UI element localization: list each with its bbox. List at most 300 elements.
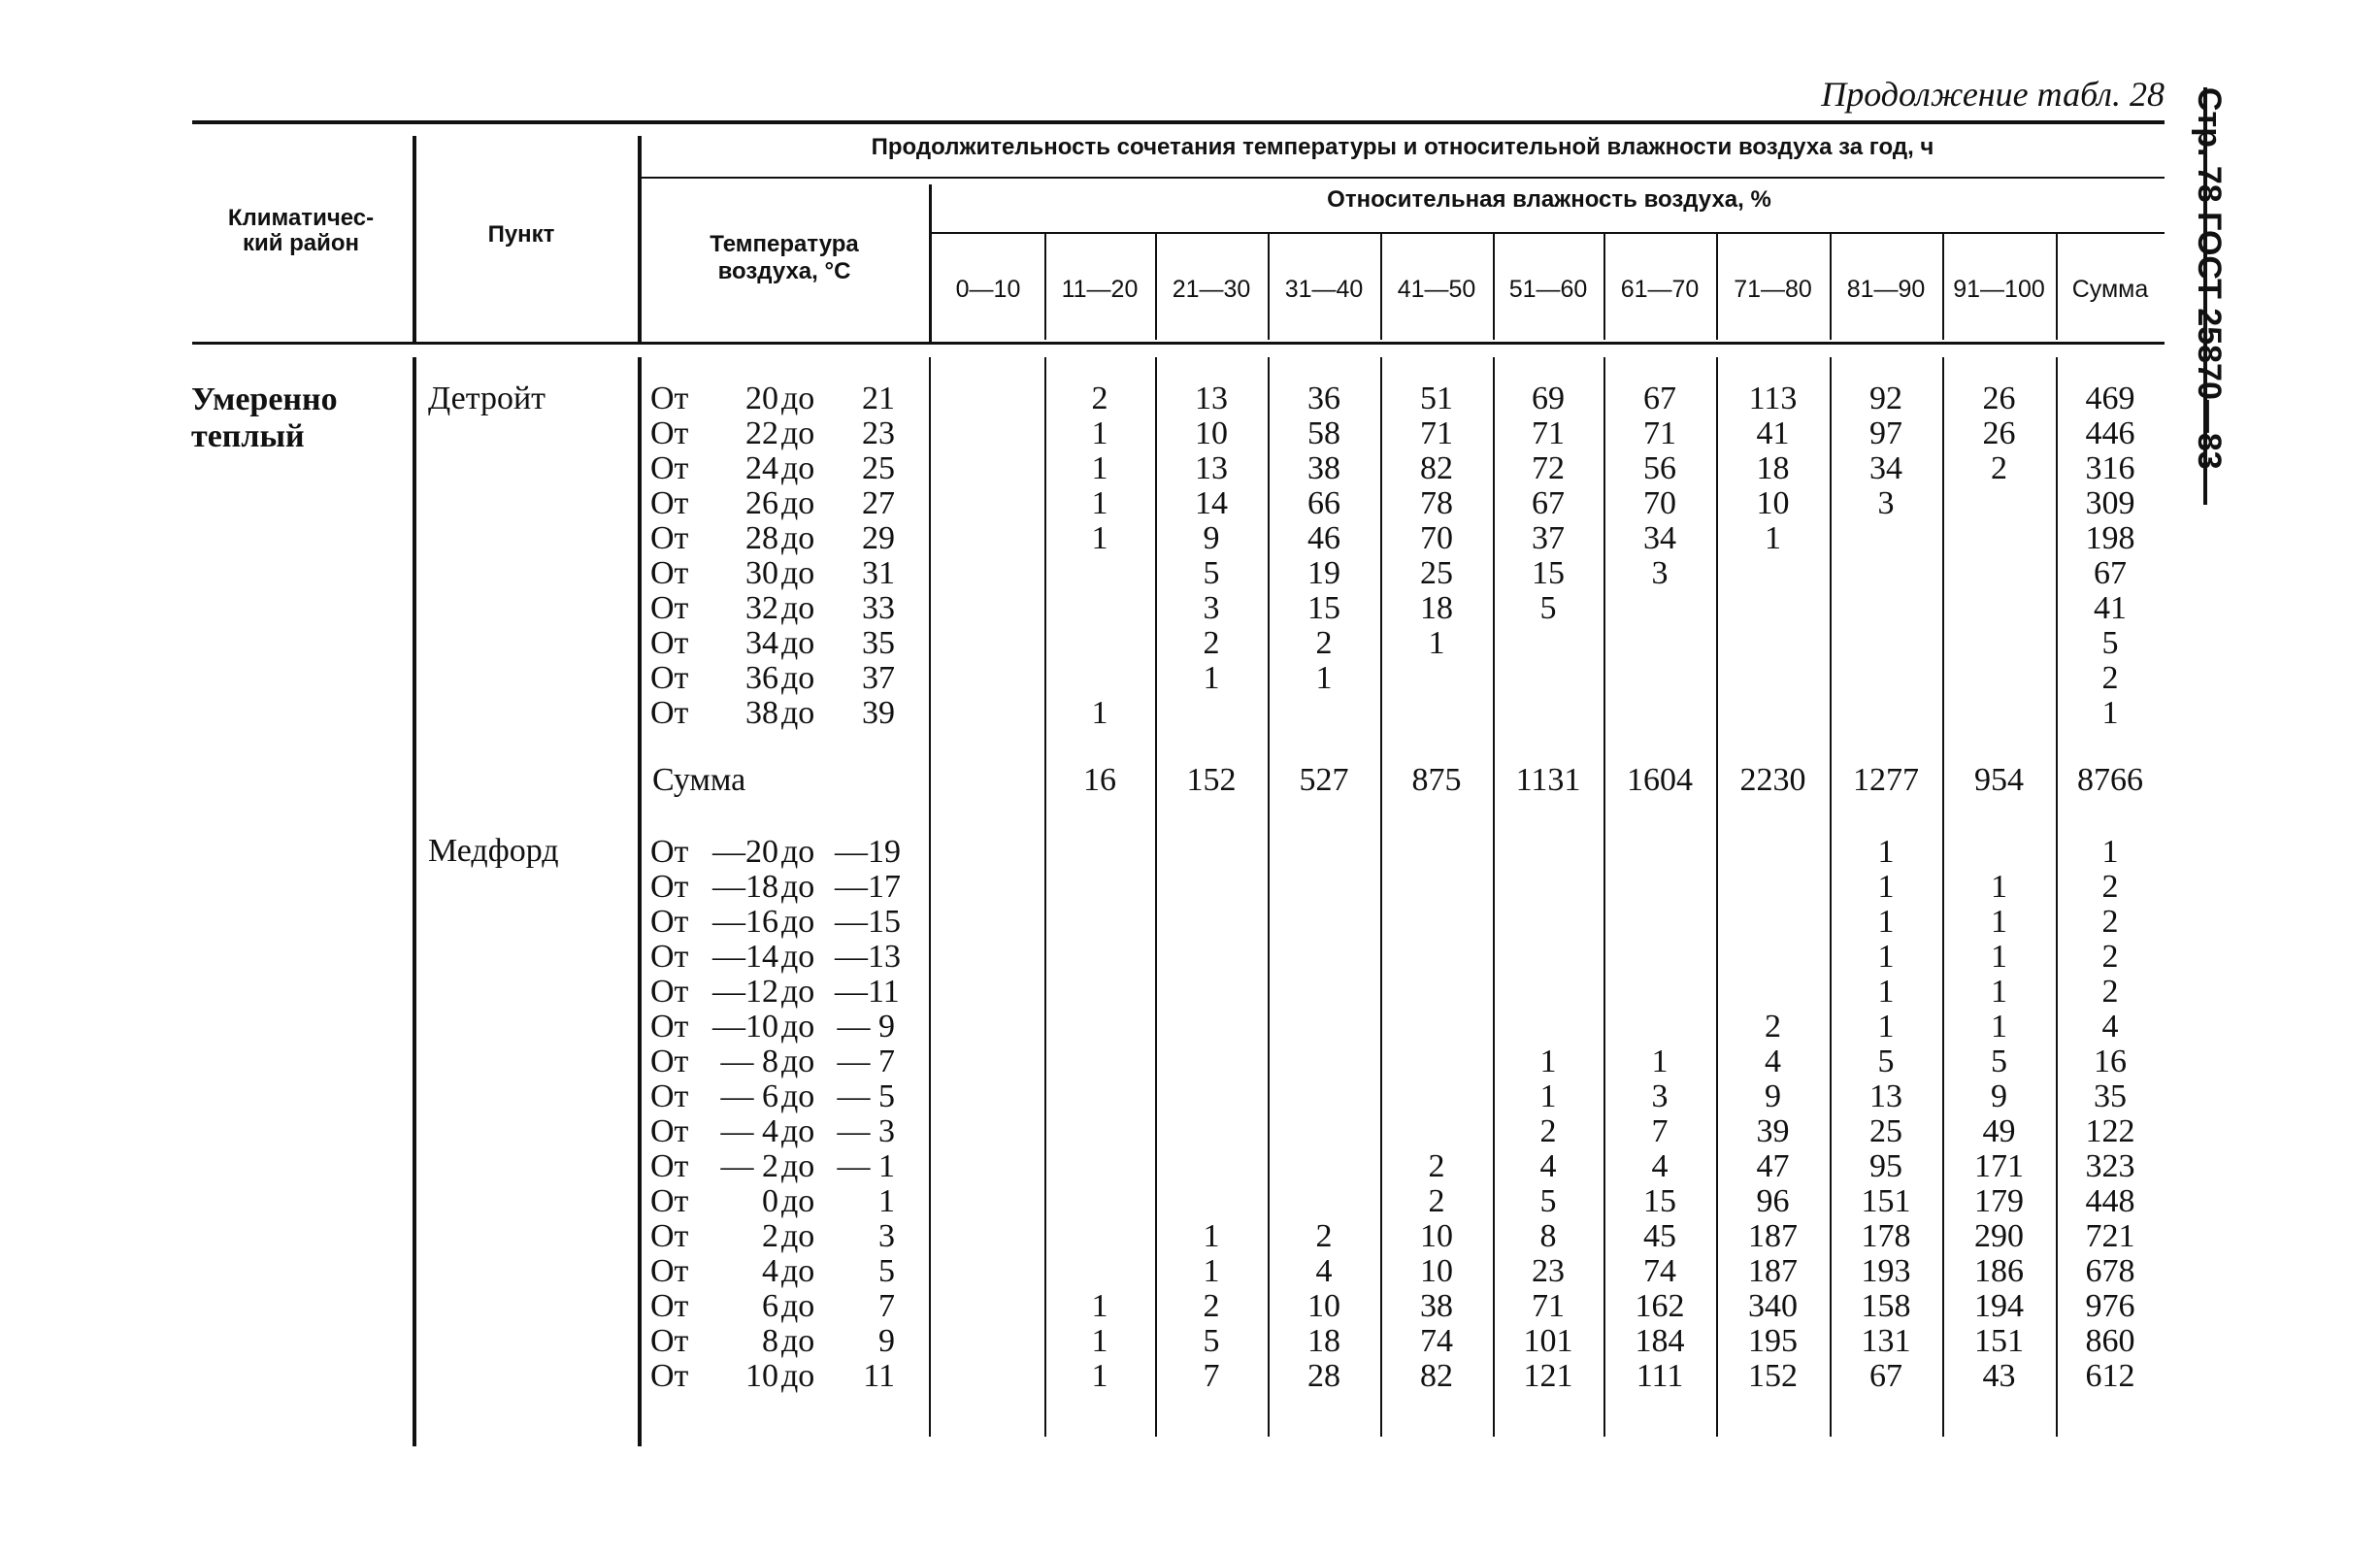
- cell-value: 1: [1877, 904, 1895, 940]
- cell-value: 612: [2085, 1358, 2135, 1394]
- temp-to: 5: [878, 1253, 895, 1289]
- temp-from-word: От: [650, 974, 689, 1010]
- cell-value: 1: [2101, 834, 2119, 870]
- cell-value: 721: [2085, 1218, 2135, 1254]
- cell-value: 5: [2101, 625, 2119, 661]
- table-row: [0, 1254, 2380, 1289]
- cell-value: 171: [1974, 1148, 2024, 1184]
- cell-value: 2: [1315, 1218, 1333, 1254]
- temp-to: 1: [878, 1183, 895, 1219]
- cell-value: 1: [1991, 1009, 2007, 1044]
- vertical-rule: [1380, 233, 1382, 340]
- temp-from-word: От: [650, 660, 689, 696]
- cell-value: 67: [1532, 485, 1565, 521]
- temp-from: 32: [745, 590, 778, 626]
- cell-value: 446: [2085, 415, 2135, 451]
- cell-value: 1: [1991, 904, 2007, 940]
- temp-from-word: От: [650, 1218, 689, 1254]
- cell-value: 70: [1643, 485, 1676, 521]
- temp-from: 20: [745, 381, 778, 416]
- cell-value: 71: [1532, 415, 1565, 451]
- table-row: [0, 451, 2380, 486]
- horizontal-rule: [192, 120, 2165, 124]
- vertical-rule: [1830, 233, 1832, 340]
- table-row: [0, 486, 2380, 521]
- temp-to-word: до: [781, 695, 815, 731]
- temp-from: 26: [745, 485, 778, 521]
- header-region-line: кий район: [242, 230, 360, 256]
- cell-value: 78: [1420, 485, 1453, 521]
- cell-value: 1: [1539, 1044, 1557, 1079]
- cell-value: 46: [1307, 520, 1340, 556]
- cell-value: 82: [1420, 450, 1453, 486]
- cell-value: 71: [1420, 415, 1453, 451]
- temp-from-word: От: [650, 1253, 689, 1289]
- vertical-rule: [1603, 233, 1605, 340]
- vertical-rule: [1268, 233, 1270, 340]
- cell-value: 71: [1532, 1288, 1565, 1324]
- cell-value: 4: [1539, 1148, 1557, 1184]
- temp-from: 28: [745, 520, 778, 556]
- cell-value: 198: [2085, 520, 2135, 556]
- table-row: [0, 696, 2380, 731]
- vertical-rule: [1942, 233, 1944, 340]
- cell-value: 2: [2101, 869, 2119, 905]
- cell-value: 4: [1315, 1253, 1333, 1289]
- temp-to: 37: [862, 660, 895, 696]
- cell-value: 67: [1869, 1358, 1902, 1394]
- cell-value: 152: [1748, 1358, 1798, 1394]
- table-row: [0, 1359, 2380, 1394]
- cell-value: 1: [1091, 1323, 1108, 1359]
- header-temperature-line: Температура: [710, 231, 859, 257]
- temp-to: 11: [863, 1358, 895, 1394]
- continuation-label: Продолжение табл. 28: [1821, 75, 2165, 114]
- temp-from: —20: [712, 834, 778, 870]
- cell-value: 4: [2101, 1009, 2119, 1044]
- cell-value: 1: [1765, 520, 1781, 556]
- temp-to: 21: [862, 381, 895, 416]
- cell-value: 15: [1532, 555, 1565, 591]
- cell-value: 25: [1869, 1113, 1902, 1149]
- cell-value: 49: [1982, 1113, 2016, 1149]
- horizontal-rule: [641, 177, 2165, 179]
- vertical-rule: [2056, 233, 2058, 340]
- cell-value: 187: [1748, 1218, 1798, 1254]
- sum-value: 8766: [2077, 762, 2143, 798]
- column-header: 91—100: [1953, 276, 2045, 303]
- cell-value: 67: [1643, 381, 1676, 416]
- table-row: [0, 556, 2380, 591]
- cell-value: 5: [1877, 1044, 1895, 1079]
- temp-to-word: до: [781, 834, 815, 870]
- vertical-rule: [1716, 233, 1718, 340]
- column-header: 51—60: [1508, 276, 1588, 303]
- sum-value: 1277: [1853, 762, 1919, 798]
- temp-from: 4: [762, 1253, 778, 1289]
- temp-to: 33: [862, 590, 895, 626]
- cell-value: 13: [1869, 1078, 1902, 1114]
- cell-value: 45: [1643, 1218, 1676, 1254]
- header-humidity: Относительная влажность воздуха, %: [1327, 186, 1771, 213]
- temp-from-word: От: [650, 1358, 689, 1394]
- column-header: 11—20: [1061, 276, 1139, 303]
- temp-to-word: до: [781, 415, 815, 451]
- temp-to-word: до: [781, 1253, 815, 1289]
- cell-value: 67: [2094, 555, 2127, 591]
- cell-value: 323: [2085, 1148, 2135, 1184]
- place-name: Детройт: [428, 381, 546, 416]
- temp-to: — 7: [837, 1044, 895, 1079]
- cell-value: 448: [2085, 1183, 2135, 1219]
- vertical-rule: [638, 136, 642, 342]
- cell-value: 71: [1643, 415, 1676, 451]
- temp-to: 3: [878, 1218, 895, 1254]
- cell-value: 2: [1428, 1183, 1445, 1219]
- temp-from-word: От: [650, 904, 689, 940]
- cell-value: 5: [1539, 1183, 1557, 1219]
- table-row: [0, 626, 2380, 661]
- cell-value: 23: [1532, 1253, 1565, 1289]
- cell-value: 82: [1420, 1358, 1453, 1394]
- sum-value: 1131: [1515, 762, 1581, 798]
- cell-value: 5: [1539, 590, 1557, 626]
- temp-to-word: до: [781, 974, 815, 1010]
- cell-value: 1: [1877, 834, 1895, 870]
- cell-value: 37: [1532, 520, 1565, 556]
- cell-value: 1: [1203, 1218, 1220, 1254]
- table-row: [0, 1289, 2380, 1324]
- cell-value: 178: [1861, 1218, 1911, 1254]
- table-row: [0, 1184, 2380, 1219]
- temp-to: 23: [862, 415, 895, 451]
- vertical-rule: [929, 184, 932, 342]
- temp-to: —11: [835, 974, 900, 1010]
- cell-value: 18: [1756, 450, 1790, 486]
- temp-from-word: От: [650, 1009, 689, 1044]
- cell-value: 69: [1532, 381, 1565, 416]
- header-temperature: [641, 231, 928, 285]
- table-row: [0, 1079, 2380, 1114]
- table-row: [0, 661, 2380, 696]
- temp-to: —19: [835, 834, 901, 870]
- cell-value: 15: [1307, 590, 1340, 626]
- temp-from-word: От: [650, 381, 689, 416]
- table-row: [0, 416, 2380, 451]
- cell-value: 860: [2085, 1323, 2135, 1359]
- cell-value: 187: [1748, 1253, 1798, 1289]
- temp-from-word: От: [650, 1113, 689, 1149]
- cell-value: 7: [1651, 1113, 1669, 1149]
- cell-value: 56: [1643, 450, 1676, 486]
- sum-value: 954: [1974, 762, 2024, 798]
- temp-to-word: до: [781, 939, 815, 975]
- temp-to-word: до: [781, 1113, 815, 1149]
- sum-value: 2230: [1739, 762, 1806, 798]
- cell-value: 9: [1203, 520, 1220, 556]
- cell-value: 151: [1861, 1183, 1911, 1219]
- temp-from-word: От: [650, 520, 689, 556]
- table-row: [0, 1114, 2380, 1149]
- temp-from: —12: [712, 974, 778, 1010]
- cell-value: 58: [1307, 415, 1340, 451]
- table-row: [0, 521, 2380, 556]
- temp-from-word: От: [650, 415, 689, 451]
- cell-value: 2: [2101, 939, 2119, 975]
- cell-value: 47: [1756, 1148, 1790, 1184]
- cell-value: 1: [1991, 974, 2007, 1010]
- cell-value: 10: [1420, 1218, 1453, 1254]
- cell-value: 2: [1765, 1009, 1781, 1044]
- temp-from-word: От: [650, 450, 689, 486]
- cell-value: 74: [1643, 1253, 1676, 1289]
- cell-value: 1: [1877, 974, 1895, 1010]
- cell-value: 5: [1991, 1044, 2007, 1079]
- temp-to-word: до: [781, 904, 815, 940]
- temp-to: 29: [862, 520, 895, 556]
- temp-from-word: От: [650, 485, 689, 521]
- cell-value: 1: [1091, 695, 1108, 731]
- cell-value: 184: [1635, 1323, 1685, 1359]
- cell-value: 3: [1877, 485, 1895, 521]
- cell-value: 35: [2094, 1078, 2127, 1114]
- temp-from: 10: [745, 1358, 778, 1394]
- cell-value: 2: [1203, 1288, 1220, 1324]
- cell-value: 14: [1195, 485, 1228, 521]
- cell-value: 2: [2101, 660, 2119, 696]
- temp-to-word: до: [781, 869, 815, 905]
- temp-to: — 9: [837, 1009, 895, 1044]
- vertical-rule: [413, 136, 416, 342]
- table-row: [0, 1219, 2380, 1254]
- cell-value: 1: [1091, 1358, 1108, 1394]
- sum-value: 152: [1186, 762, 1237, 798]
- cell-value: 121: [1523, 1358, 1573, 1394]
- cell-value: 26: [1982, 381, 2016, 416]
- header-duration: Продолжительность сочетания температуры и относительной влажности воздуха за год, ч: [871, 134, 1934, 160]
- sum-value: 527: [1299, 762, 1349, 798]
- cell-value: 316: [2085, 450, 2135, 486]
- header-region: [184, 206, 417, 256]
- cell-value: 39: [1756, 1113, 1790, 1149]
- temp-from-word: От: [650, 1044, 689, 1079]
- cell-value: 34: [1869, 450, 1902, 486]
- cell-value: 70: [1420, 520, 1453, 556]
- sum-value: 1604: [1627, 762, 1693, 798]
- temp-from: —16: [712, 904, 778, 940]
- header-place: Пункт: [487, 221, 555, 248]
- cell-value: 38: [1307, 450, 1340, 486]
- cell-value: 1: [1091, 485, 1108, 521]
- cell-value: 13: [1195, 381, 1228, 416]
- cell-value: 1: [1203, 1253, 1220, 1289]
- temp-from-word: От: [650, 1078, 689, 1114]
- temp-from: 8: [762, 1323, 778, 1359]
- page-side-label: Стр. 78 ГОСТ 25870—83: [2191, 87, 2228, 470]
- table-row: [0, 905, 2380, 940]
- temp-to: 9: [878, 1323, 895, 1359]
- temp-from: 38: [745, 695, 778, 731]
- cell-value: 10: [1195, 415, 1228, 451]
- temp-from-word: От: [650, 590, 689, 626]
- temp-from-word: От: [650, 834, 689, 870]
- cell-value: 131: [1861, 1323, 1911, 1359]
- cell-value: 1: [2101, 695, 2119, 731]
- sum-value: 16: [1083, 762, 1116, 798]
- temp-from: 36: [745, 660, 778, 696]
- vertical-rule: [1155, 233, 1157, 340]
- temp-to: 7: [878, 1288, 895, 1324]
- temp-to-word: до: [781, 625, 815, 661]
- column-header: Сумма: [2071, 276, 2149, 303]
- temp-from: —10: [712, 1009, 778, 1044]
- cell-value: 111: [1636, 1358, 1684, 1394]
- temp-from-word: От: [650, 1288, 689, 1324]
- table-row: [0, 1010, 2380, 1044]
- header-temperature-line: воздуха, °С: [717, 258, 851, 284]
- cell-value: 151: [1974, 1323, 2024, 1359]
- temp-from-word: От: [650, 869, 689, 905]
- temp-from: 34: [745, 625, 778, 661]
- cell-value: 195: [1748, 1323, 1798, 1359]
- table-row: [0, 870, 2380, 905]
- cell-value: 43: [1982, 1358, 2016, 1394]
- sum-row: [0, 763, 2380, 798]
- cell-value: 1: [1091, 415, 1108, 451]
- cell-value: 10: [1307, 1288, 1340, 1324]
- cell-value: 2: [1091, 381, 1108, 416]
- cell-value: 162: [1635, 1288, 1685, 1324]
- temp-to: 27: [862, 485, 895, 521]
- temp-to-word: до: [781, 1218, 815, 1254]
- cell-value: 10: [1420, 1253, 1453, 1289]
- vertical-rule: [1044, 233, 1046, 340]
- temp-to-word: до: [781, 1148, 815, 1184]
- cell-value: 5: [1203, 555, 1220, 591]
- temp-from: 6: [762, 1288, 778, 1324]
- table-row: [0, 1044, 2380, 1079]
- temp-from: — 6: [720, 1078, 778, 1114]
- cell-value: 976: [2085, 1288, 2135, 1324]
- cell-value: 340: [1748, 1288, 1798, 1324]
- temp-from-word: От: [650, 1183, 689, 1219]
- place-name: Медфорд: [428, 833, 559, 869]
- cell-value: 92: [1869, 381, 1902, 416]
- temp-to: — 5: [837, 1078, 895, 1114]
- temp-to: —13: [835, 939, 901, 975]
- cell-value: 4: [1651, 1148, 1669, 1184]
- cell-value: 9: [1765, 1078, 1781, 1114]
- cell-value: 41: [2094, 590, 2127, 626]
- cell-value: 1: [1091, 450, 1108, 486]
- cell-value: 1: [1539, 1078, 1557, 1114]
- horizontal-rule: [192, 342, 2165, 345]
- cell-value: 113: [1748, 381, 1798, 416]
- temp-to-word: до: [781, 485, 815, 521]
- cell-value: 2: [1428, 1148, 1445, 1184]
- temp-from: — 4: [720, 1113, 778, 1149]
- table-row: [0, 591, 2380, 626]
- cell-value: 95: [1869, 1148, 1902, 1184]
- cell-value: 15: [1643, 1183, 1676, 1219]
- cell-value: 1: [1877, 939, 1895, 975]
- temp-to-word: до: [781, 1323, 815, 1359]
- cell-value: 3: [1651, 1078, 1669, 1114]
- temp-to-word: до: [781, 1288, 815, 1324]
- cell-value: 96: [1756, 1183, 1790, 1219]
- temp-from: 30: [745, 555, 778, 591]
- cell-value: 9: [1991, 1078, 2007, 1114]
- temp-to: — 1: [837, 1148, 895, 1184]
- temp-from: 0: [762, 1183, 778, 1219]
- temp-to-word: до: [781, 590, 815, 626]
- cell-value: 309: [2085, 485, 2135, 521]
- cell-value: 101: [1523, 1323, 1573, 1359]
- temp-from: —14: [712, 939, 778, 975]
- temp-to-word: до: [781, 1044, 815, 1079]
- cell-value: 1: [1991, 939, 2007, 975]
- cell-value: 1: [1877, 869, 1895, 905]
- cell-value: 41: [1756, 415, 1790, 451]
- cell-value: 3: [1651, 555, 1669, 591]
- temp-from: 24: [745, 450, 778, 486]
- cell-value: 74: [1420, 1323, 1453, 1359]
- temp-to-word: до: [781, 1009, 815, 1044]
- temp-to-word: до: [781, 1183, 815, 1219]
- horizontal-rule: [932, 232, 2165, 234]
- temp-from-word: От: [650, 625, 689, 661]
- temp-to-word: до: [781, 520, 815, 556]
- cell-value: 72: [1532, 450, 1565, 486]
- temp-from-word: От: [650, 1148, 689, 1184]
- cell-value: 2: [2101, 974, 2119, 1010]
- temp-to-word: до: [781, 381, 815, 416]
- cell-value: 122: [2085, 1113, 2135, 1149]
- temp-from: — 8: [720, 1044, 778, 1079]
- temp-to: 39: [862, 695, 895, 731]
- cell-value: 193: [1861, 1253, 1911, 1289]
- temp-to-word: до: [781, 450, 815, 486]
- cell-value: 2: [1539, 1113, 1557, 1149]
- cell-value: 66: [1307, 485, 1340, 521]
- cell-value: 1: [1315, 660, 1333, 696]
- cell-value: 1: [1091, 520, 1108, 556]
- cell-value: 51: [1420, 381, 1453, 416]
- vertical-rule: [1493, 233, 1495, 340]
- cell-value: 1: [1428, 625, 1445, 661]
- cell-value: 18: [1420, 590, 1453, 626]
- table-row: [0, 835, 2380, 870]
- temp-to-word: до: [781, 1078, 815, 1114]
- column-header: 71—80: [1734, 276, 1812, 303]
- cell-value: 469: [2085, 381, 2135, 416]
- temp-to-word: до: [781, 1358, 815, 1394]
- temp-from: 22: [745, 415, 778, 451]
- header-region-line: Климатичес-: [227, 205, 375, 231]
- cell-value: 1: [1651, 1044, 1669, 1079]
- table-row: [0, 1149, 2380, 1184]
- column-header: 31—40: [1284, 276, 1364, 303]
- cell-value: 186: [1974, 1253, 2024, 1289]
- table-row: [0, 1324, 2380, 1359]
- cell-value: 2: [2101, 904, 2119, 940]
- temp-from-word: От: [650, 1323, 689, 1359]
- cell-value: 7: [1203, 1358, 1220, 1394]
- cell-value: 26: [1982, 415, 2016, 451]
- cell-value: 10: [1756, 485, 1790, 521]
- sum-label: Сумма: [652, 762, 746, 798]
- cell-value: 28: [1307, 1358, 1340, 1394]
